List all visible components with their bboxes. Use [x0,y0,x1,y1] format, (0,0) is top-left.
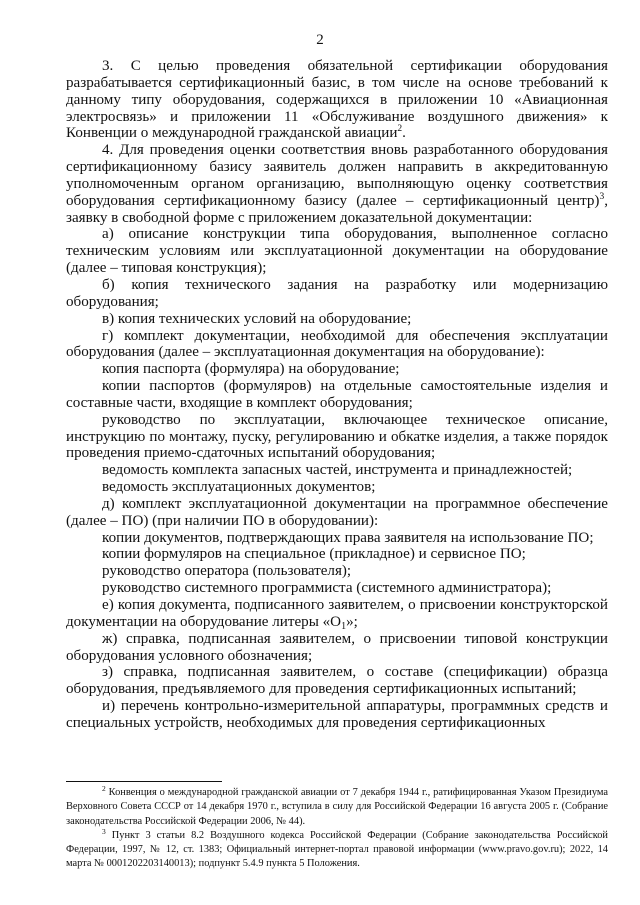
list-item: руководство оператора (пользователя); [102,563,352,580]
footnote-2 [66,786,608,829]
item-g: г) комплект документации, необходимой для обеспечения эксплуатации оборудования (далее – эксплуатационная документация на оборудование): [66,327,608,361]
footnote-text: Конвенция о международной гражданской авиации от 7 декабря 1944 г., ратифицированная Указом Президиума Верховного Совета СССР от 14 декабря 1970 г., вступила в силу для Российской Федерации 16 августа 2005 г. (Собрание законодательства Российской Федерации 2006, № 44). [66,787,608,827]
list-item: копии паспортов (формуляров) на отдельные самостоятельные изделия и составные части, входящие в комплект оборудования; [66,378,608,411]
list-item: копия паспорта (формуляра) на оборудование; [102,361,400,378]
item-a: а) описание конструкции типа оборудования, выполненное согласно техническим условиям или эксплуатационной документации на оборудование (далее – типовая конструкция); [66,226,608,277]
list-item: копии документов, подтверждающих права заявителя на использование ПО; [102,529,594,546]
item-zh: ж) справка, подписанная заявителем, о присвоении типовой конструкции оборудования условного обозначения; [66,630,608,664]
footnotes [66,786,608,872]
subscript: 1 [341,620,347,632]
footnote-mark: 3 [102,826,106,836]
list-item: копии формуляров на специальное (прикладное) и сервисное ПО; [102,546,526,563]
paragraph-tail: »; [346,613,358,630]
item-i: и) перечень контрольно-измерительной аппаратуры, программных средств и специальных устройств, необходимых для проведения сертификационных [66,698,608,731]
list-item: руководство по эксплуатации, включающее техническое описание, инструкцию по монтажу, пуску, регулированию и обкатке изделия, а также порядок проведения приемо-сдаточных испытаний оборудования; [66,411,608,462]
footnote-divider [66,781,222,782]
item-d: д) комплект эксплуатационной документации на программное обеспечение (далее – ПО) (при наличии ПО в оборудовании): [66,495,608,529]
footnote-ref: 3 [599,191,605,202]
item-e [66,597,608,631]
paragraph-3 [66,58,608,142]
document-body [66,58,608,732]
footnote-3 [66,826,608,872]
footnote-ref: 2 [397,124,403,135]
paragraph-tail: . [402,125,406,142]
list-item: ведомость эксплуатационных документов; [102,479,376,496]
list-item: руководство системного программиста (системного администратора); [102,580,552,597]
item-z: з) справка, подписанная заявителем, о составе (спецификации) образца оборудования, предъявляемого для проведения сертификационных испытаний; [66,664,608,698]
paragraph-text: 3. С целью проведения обязательной сертификации оборудования разрабатывается сертификационный базис, в том числе на основе требований к данному типу оборудования, содержащихся в приложении 10 «Авиационная электросвязь» и приложении 11 «Обслуживание воздушного движения» к Конвенции о международной гражданской авиации [66,58,608,142]
paragraph-text: 4. Для проведения оценки соответствия вновь разработанного оборудования сертификационному базису заявитель должен направить в аккредитованную уполномоченным органом организацию, выполняющую оценку соответствия оборудования сертификационному базису (далее – сертификационный центр) [66,142,608,209]
paragraph-text: е) копия документа, подписанного заявителем, о присвоении конструкторской документации на оборудование литеры «О [66,597,608,630]
item-b: б) копия технического задания на разработку или модернизацию оборудования; [66,276,608,310]
paragraph-4 [66,142,608,226]
paragraph-tail: , заявку в свободной форме с приложением доказательной документации: [66,192,608,226]
item-v: в) копия технических условий на оборудование; [102,310,412,327]
list-item: ведомость комплекта запасных частей, инструмента и принадлежностей; [102,462,573,479]
footnote-text: Пункт 3 статьи 8.2 Воздушного кодекса Российской Федерации (Собрание законодательства Российской Федерации, 1997, № 12, ст. 1383; Официальный интернет-портал правовой информации (www.pravo.gov.ru); 2022, 14 марта № 0001202203140013); подпункт 5.4.9 пункта 5 Положения. [66,829,608,870]
footnote-mark: 2 [102,784,106,793]
page-number: 2 [316,32,324,48]
